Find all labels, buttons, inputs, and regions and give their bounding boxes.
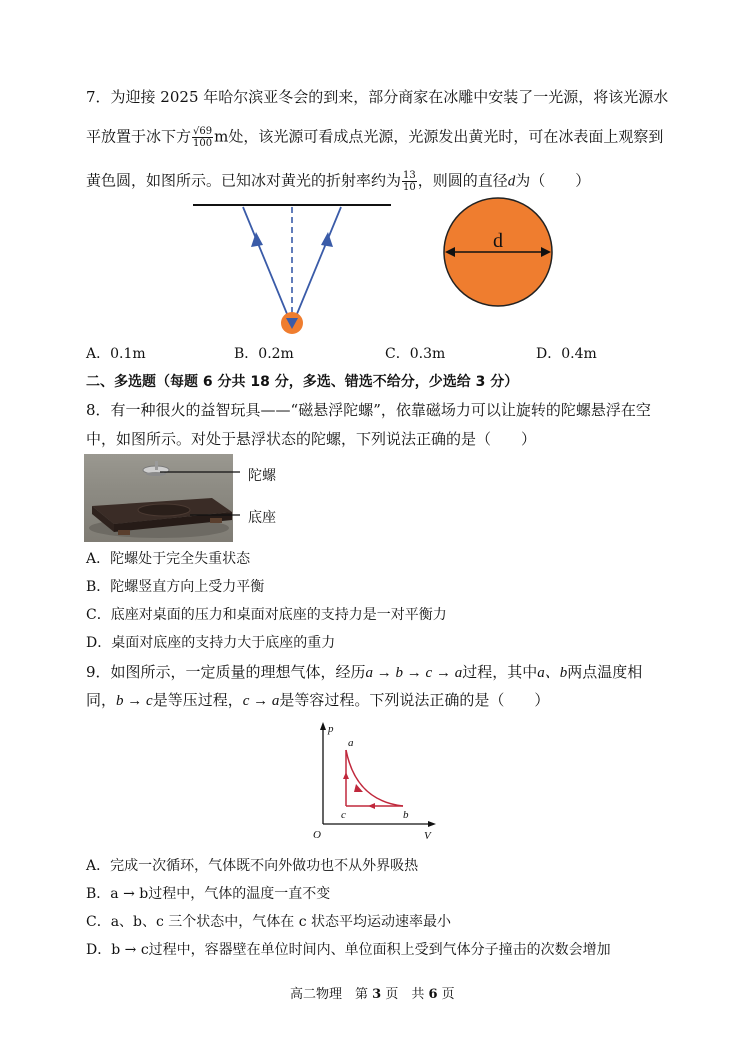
left-ray: [243, 207, 292, 326]
footer-pre: 高二物理 第: [290, 987, 373, 1002]
circle-d-label: d: [493, 230, 503, 252]
q7-depth-denominator: 100: [193, 138, 213, 149]
q9-process: a → b → c → a: [365, 665, 463, 681]
q9-line-1-c: 两点温度相: [567, 663, 643, 681]
q7-line-2: [86, 126, 663, 149]
gyro-stem: [155, 461, 158, 470]
q9-ca: c → a: [242, 693, 280, 709]
footer-post: 页: [437, 987, 455, 1002]
q9-option-c[interactable]: C．a、b、c 三个状态中，气体在 c 状态平均运动速率最小: [86, 914, 452, 930]
q7-index-numerator: 13: [403, 170, 416, 181]
q9-option-a[interactable]: A．完成一次循环，气体既不向外做功也不从外界吸热: [86, 858, 419, 874]
q7-option-b[interactable]: B．0.2m: [234, 346, 294, 362]
q8-option-a[interactable]: A．陀螺处于完全失重状态: [86, 551, 251, 567]
q7-index-fraction: [402, 170, 417, 193]
gyro-label: 陀螺: [248, 468, 276, 484]
base-foot-left: [118, 530, 130, 535]
q9-line-1-a: 9．如图所示，一定质量的理想气体，经历: [86, 663, 366, 681]
q9-pv-diagram: [308, 718, 448, 843]
q9-ab: a、b: [537, 665, 568, 681]
q8-option-d[interactable]: D．桌面对底座的支持力大于底座的重力: [86, 635, 336, 651]
state-c-label: c: [341, 809, 346, 821]
p-label: p: [328, 723, 334, 735]
right-ray: [292, 207, 341, 326]
q7-line-2-pre: 平放置于冰下方: [86, 127, 192, 146]
right-ray-arrowhead: [321, 232, 333, 247]
q9-option-d[interactable]: D．b → c过程中，容器壁在单位时间内、单位面积上受到气体分子撞击的次数会增加: [86, 942, 611, 958]
q7-option-a[interactable]: A．0.1m: [86, 346, 146, 362]
q8-line-2: 中，如图所示。对处于悬浮状态的陀螺，下列说法正确的是（ ）: [86, 430, 537, 448]
q8-option-b[interactable]: B．陀螺竖直方向上受力平衡: [86, 579, 265, 595]
state-b-label: b: [403, 809, 409, 821]
q7-index-denominator: 10: [403, 182, 416, 193]
q8-label-pointers: [160, 470, 250, 530]
q9-line-2-a: 同，: [86, 691, 117, 709]
v-label: V: [424, 830, 431, 842]
footer-total-pages: 6: [428, 987, 438, 1002]
section-2-heading: 二、多选题（每题 6 分共 18 分，多选、错选不给分，少选给 3 分）: [86, 374, 519, 390]
q7-line-3-post: 为（ ）: [515, 171, 591, 190]
ab-isotherm-curve: [346, 750, 403, 806]
state-a-label: a: [348, 737, 354, 749]
q7-var-d: d: [507, 173, 516, 190]
q9-bc: b → c: [116, 693, 153, 709]
q7-light-figure: [185, 196, 400, 341]
q9-line-2-c: 是等容过程。下列说法正确的是（ ）: [279, 691, 550, 709]
left-ray-arrowhead: [251, 232, 263, 247]
footer-page-number: 3: [372, 987, 382, 1002]
q9-line-1: [86, 662, 642, 683]
footer-mid: 页 共: [381, 987, 429, 1002]
q9-line-1-b: 过程，其中: [462, 663, 538, 681]
origin-label: O: [313, 829, 321, 841]
q7-line-3-pre: 黄色圆，如图所示。已知冰对黄光的折射率约为: [86, 171, 402, 190]
q7-depth-numerator: √69: [193, 126, 213, 137]
q8-option-c[interactable]: C．底座对桌面的压力和桌面对底座的支持力是一对平衡力: [86, 607, 447, 623]
q7-yellow-circle-figure: [440, 190, 560, 314]
p-axis-arrow: [320, 722, 326, 730]
page-footer: [290, 986, 455, 1004]
q7-line-3-mid: ，则圆的直径: [417, 171, 508, 190]
q9-line-2: [86, 690, 549, 711]
q8-line-1: 8．有一种很火的益智玩具——“磁悬浮陀螺”，依靠磁场力可以让旋转的陀螺悬浮在空: [86, 401, 651, 419]
ca-arrow: [343, 772, 349, 779]
q9-option-b[interactable]: B．a → b过程中，气体的温度一直不变: [86, 886, 331, 902]
q7-depth-fraction: [192, 126, 213, 149]
q7-option-d[interactable]: D．0.4m: [536, 346, 597, 362]
q7-line-1: 7．为迎接 2025 年哈尔滨亚冬会的到来，部分商家在冰雕中安装了一光源，将该光源水: [86, 88, 669, 106]
q7-option-c[interactable]: C．0.3m: [385, 346, 446, 362]
bc-arrow: [368, 803, 375, 809]
q7-line-2-post: m处，该光源可看成点光源，光源发出黄光时，可在冰表面上观察到: [214, 127, 664, 146]
base-label: 底座: [248, 510, 276, 526]
q9-line-2-b: 是等压过程，: [152, 691, 243, 709]
v-axis-arrow: [428, 821, 436, 827]
